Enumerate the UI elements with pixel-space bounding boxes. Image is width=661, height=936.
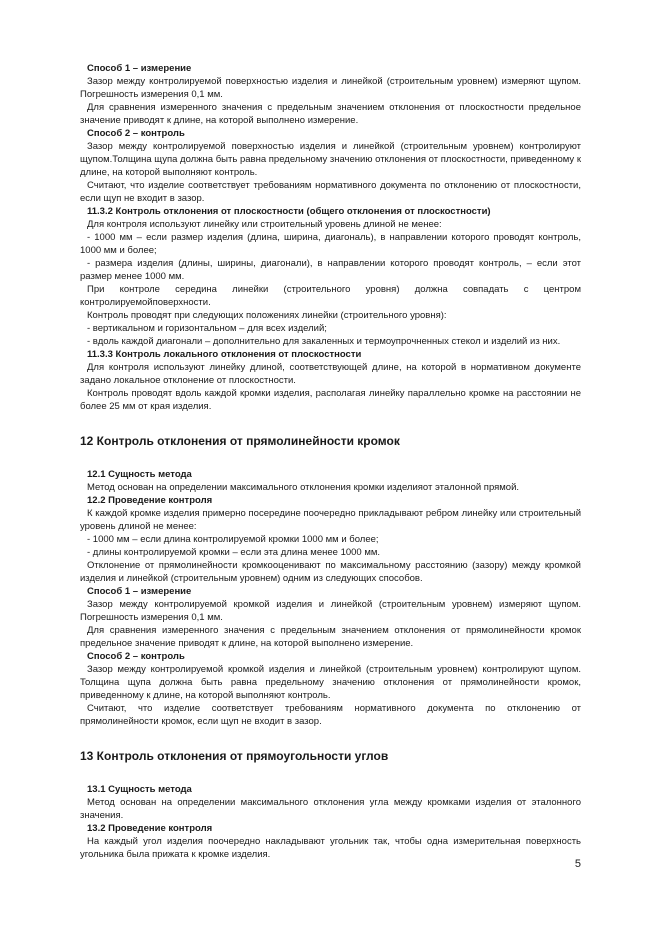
paragraph: - вдоль каждой диагонали – дополнительно для закаленных и термоупрочненных стекол и изделий из них. <box>87 336 561 347</box>
paragraph: Зазор между контролируемой кромкой изделия и линейкой (строительным уровнем) измеряют щупом. Погрешность измерения 0,1 мм. <box>80 599 581 623</box>
page-number: 5 <box>574 858 581 870</box>
subsection-heading: 13.1 Сущность метода <box>87 784 192 795</box>
paragraph: Для сравнения измеренного значения с предельным значением отклонения от плоскостности предельное значение приводят к длине, на которой выполнено измерение. <box>80 102 581 126</box>
paragraph: Метод основан на определении максимального отклонения кромки изделияот эталонной прямой. <box>87 482 520 493</box>
paragraph: Для контроля используют линейку или строительный уровень длиной не менее: <box>87 219 442 230</box>
paragraph: Контроль проводят при следующих положениях линейки (строительного уровня): <box>87 310 447 321</box>
section-heading: 12 Контроль отклонения от прямолинейности кромок <box>80 434 400 448</box>
paragraph: При контроле середина линейки (строительного уровня) должна совпадать с центром контролируемойповерхности. <box>80 284 581 308</box>
paragraph: Зазор между контролируемой кромкой изделия и линейкой (строительным уровнем) контролируют щупом. Толщина щупа должна быть равна предельному значению отклонения от прямолинейности кромок, приведенному к длине, на которой выполняют контроль. <box>80 664 581 701</box>
paragraph: К каждой кромке изделия примерно посередине поочередно прикладывают ребром линейку или строительный уровень длиной не менее: <box>80 508 581 532</box>
section-heading: 13 Контроль отклонения от прямоугольности углов <box>80 749 389 763</box>
paragraph: Считают, что изделие соответствует требованиям нормативного документа по отклонению от прямолинейности кромок, если щуп не входит в зазор. <box>80 703 581 727</box>
paragraph: На каждый угол изделия поочередно накладывают угольник так, чтобы одна измерительная поверхность угольника была прижата к кромке изделия. <box>80 836 581 860</box>
paragraph: Для сравнения измеренного значения с предельным значением отклонения от прямолинейности кромок предельное значение приводят к длине, на которой выполнено измерение. <box>80 625 581 649</box>
paragraph: - размера изделия (длины, ширины, диагонали), в направлении которого проводят контроль, – если этот размер менее 1000 мм. <box>80 258 581 282</box>
paragraph: - 1000 мм – если длина контролируемой кромки 1000 мм и более; <box>87 534 379 545</box>
subsection-heading: 13.2 Проведение контроля <box>87 823 213 834</box>
paragraph: Метод основан на определении максимального отклонения угла между кромками изделия от эталонного значения. <box>80 797 581 821</box>
paragraph: Зазор между контролируемой поверхностью изделия и линейкой (строительным уровнем) контролируют щупом.Толщина щупа должна быть равна предельному значению отклонения от плоскостности, приведенному к длине, на которой выполняют контроль. <box>80 141 581 178</box>
paragraph: Считают, что изделие соответствует требованиям нормативного документа по отклонению от плоскостности, если щуп не входит в зазор. <box>80 180 581 204</box>
subsection-heading: Способ 2 – контроль <box>87 128 185 139</box>
paragraph: - 1000 мм – если размер изделия (длина, ширина, диагональ), в направлении которого проводят контроль, 1000 мм и более; <box>80 232 581 256</box>
paragraph: Контроль проводят вдоль каждой кромки изделия, располагая линейку параллельно кромке на расстоянии не более 25 мм от края изделия. <box>80 388 581 412</box>
paragraph: Зазор между контролируемой поверхностью изделия и линейкой (строительным уровнем) измеряют щупом. Погрешность измерения 0,1 мм. <box>80 76 581 100</box>
paragraph: Отклонение от прямолинейности кромкооценивают по максимальному расстоянию (зазору) между кромкой изделия и линейкой (строительным уровнем) одним из следующих способов. <box>80 560 581 584</box>
subsection-heading: Способ 2 – контроль <box>87 651 185 662</box>
paragraph: - вертикальном и горизонтальном – для всех изделий; <box>87 323 327 334</box>
paragraph: - длины контролируемой кромки – если эта длина менее 1000 мм. <box>87 547 381 558</box>
page-content <box>80 62 581 861</box>
subsection-heading: 11.3.2 Контроль отклонения от плоскостности (общего отклонения от плоскостности) <box>87 206 491 217</box>
subsection-heading: Способ 1 – измерение <box>87 586 192 597</box>
subsection-heading: 12.1 Сущность метода <box>87 469 192 480</box>
subsection-heading: 11.3.3 Контроль локального отклонения от плоскостности <box>87 349 362 360</box>
paragraph: Для контроля используют линейку длиной, соответствующей длине, на которой в нормативном документе задано локальное отклонение от плоскостности. <box>80 362 581 386</box>
subsection-heading: Способ 1 – измерение <box>87 63 192 74</box>
subsection-heading: 12.2 Проведение контроля <box>87 495 213 506</box>
